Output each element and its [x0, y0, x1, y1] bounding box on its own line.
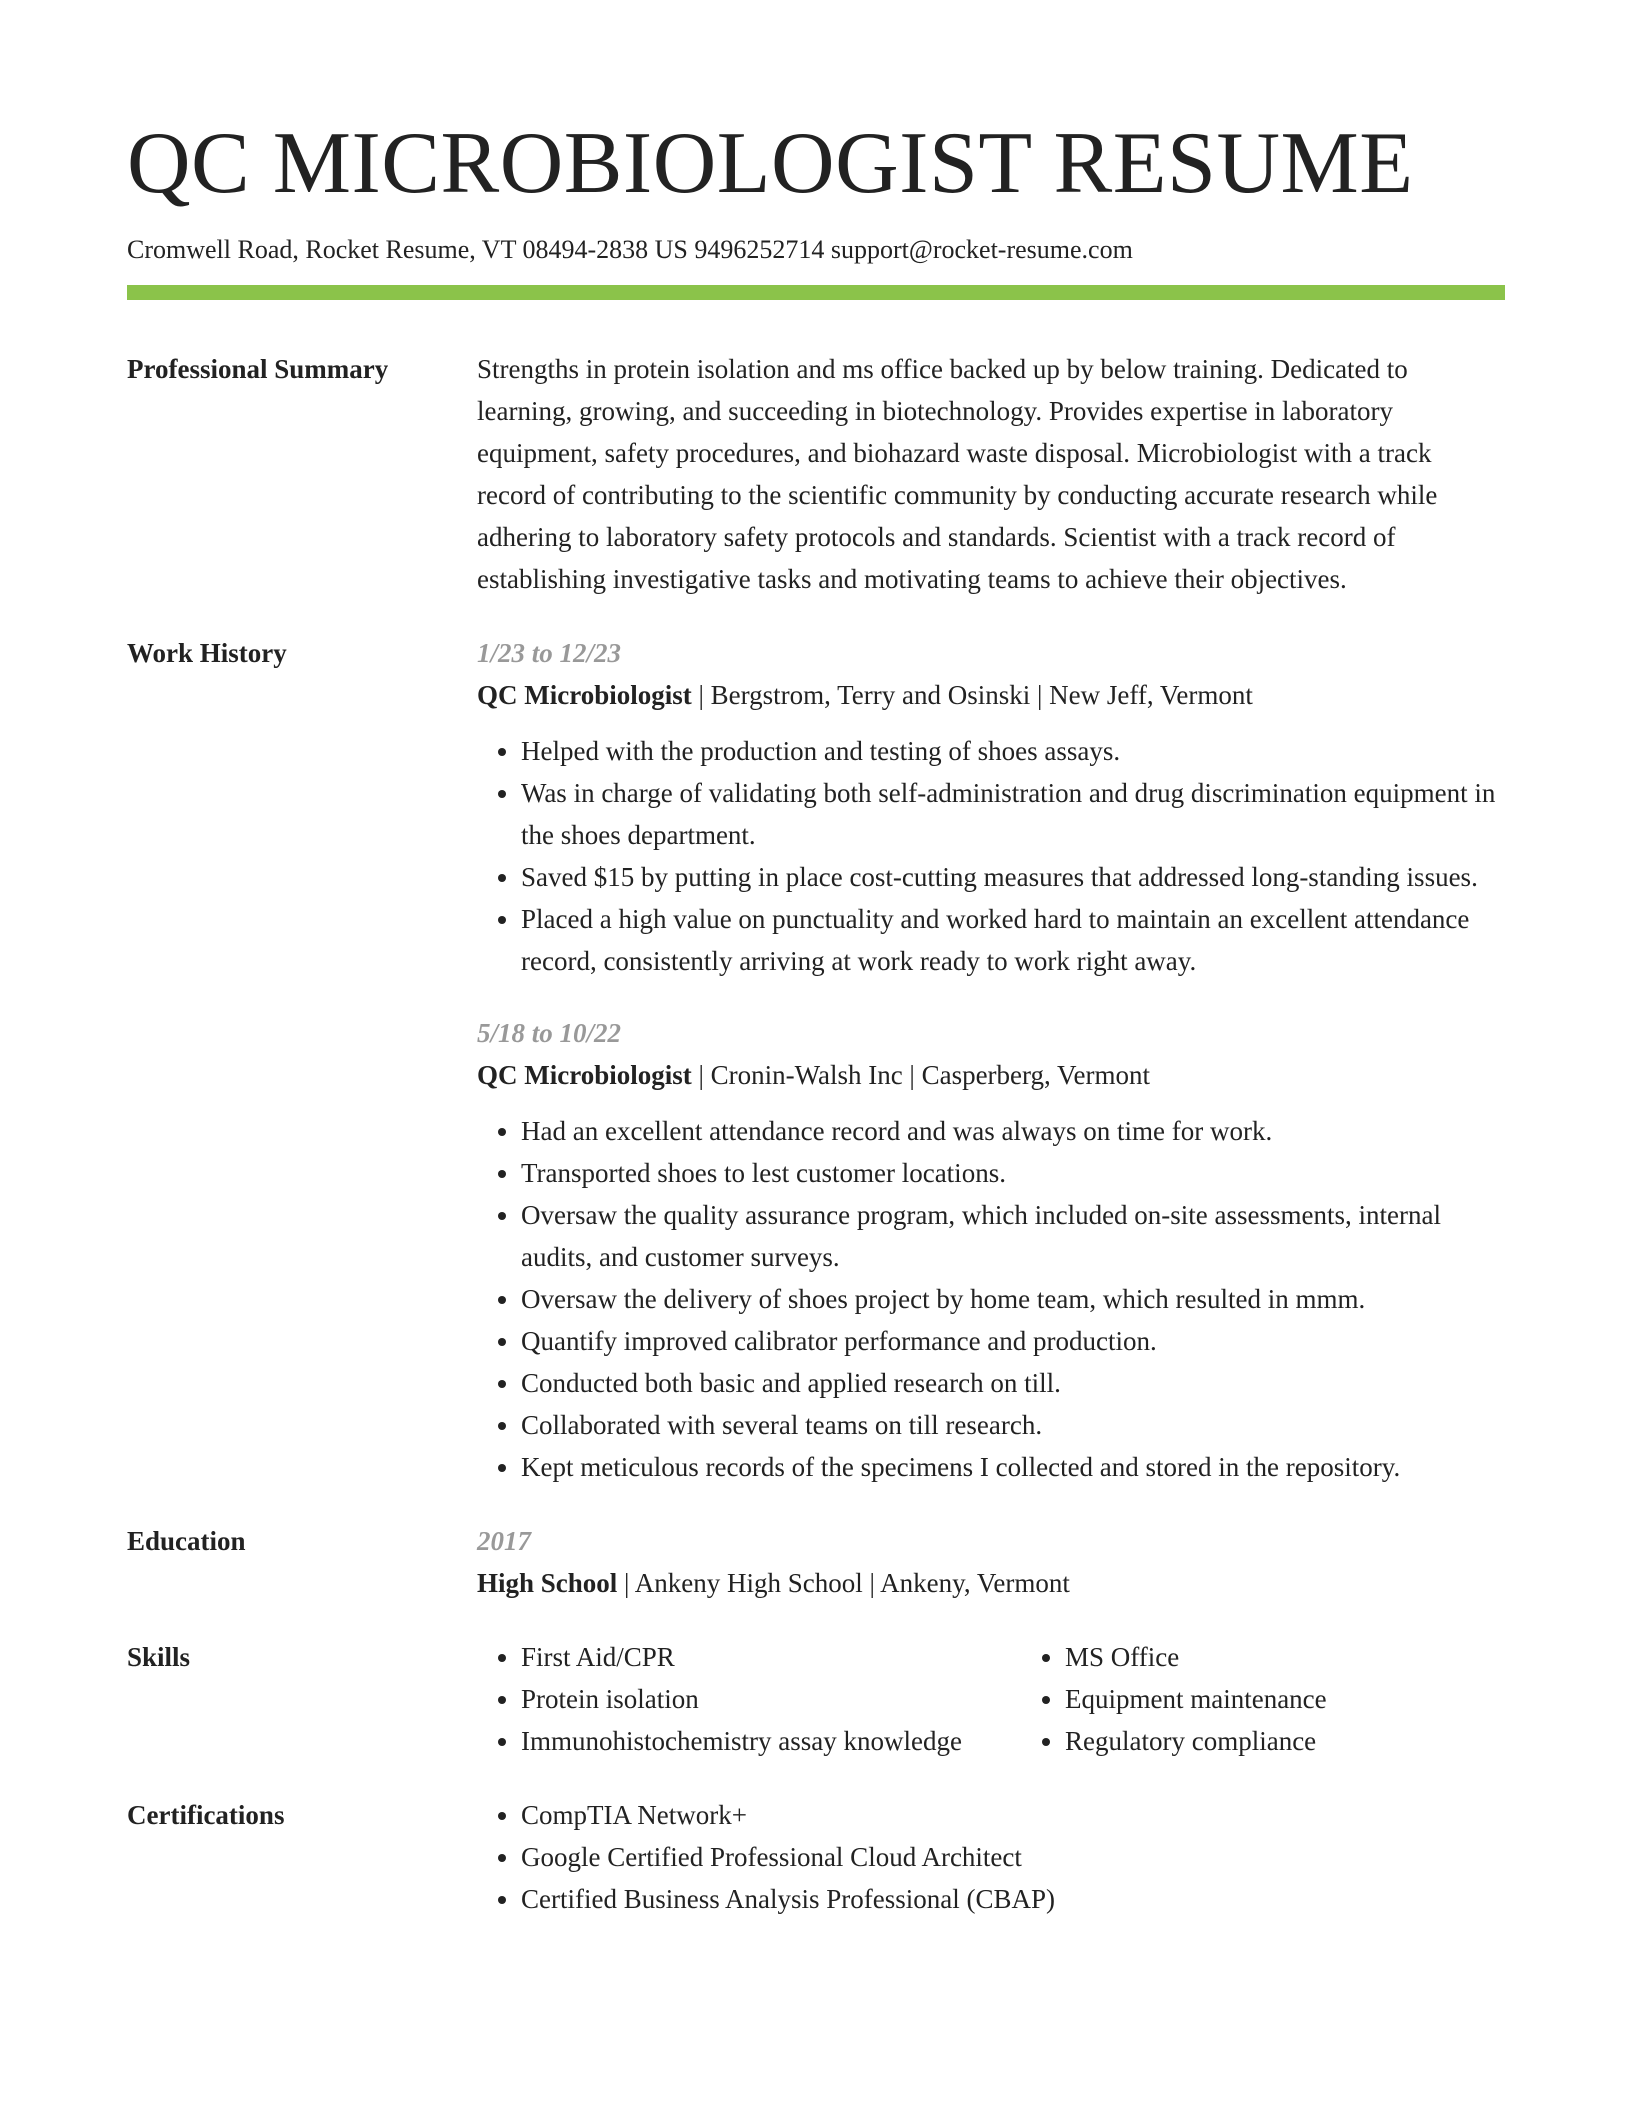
list-item: • Placed a high value on punctuality and worked hard to maintain an excellent attendance record, consistently arriving at work ready to work right away.	[521, 898, 1505, 982]
list-item: • Equipment maintenance	[1065, 1678, 1505, 1720]
section-label-education: Education	[127, 1526, 246, 1557]
accent-divider	[127, 285, 1505, 300]
job-details: | Bergstrom, Terry and Osinski | New Jeff, Vermont	[691, 680, 1253, 711]
section-label-skills: Skills	[127, 1642, 191, 1673]
list-item: • Quantify improved calibrator performance and production.	[521, 1320, 1505, 1362]
section-label-summary: Professional Summary	[127, 354, 389, 385]
list-item: • Conducted both basic and applied research on till.	[521, 1362, 1505, 1404]
summary-section	[127, 348, 1505, 600]
list-item: • Was in charge of validating both self-administration and drug discrimination equipment in the shoes department.	[521, 772, 1505, 856]
job-dates: 1/23 to 12/23	[477, 638, 622, 669]
list-item: • Transported shoes to lest customer locations.	[521, 1152, 1505, 1194]
work-history-list	[477, 632, 1505, 1488]
skills-column	[1021, 1636, 1505, 1762]
certifications-bullets	[477, 1794, 1505, 1920]
job-entry	[477, 632, 1505, 982]
certifications-list	[477, 1794, 1505, 1920]
list-item: • First Aid/CPR	[521, 1636, 1021, 1678]
list-item: • Had an excellent attendance record and was always on time for work.	[521, 1110, 1505, 1152]
list-item: • Kept meticulous records of the specimens I collected and stored in the repository.	[521, 1446, 1505, 1488]
job-bullets	[477, 730, 1505, 982]
education-year: 2017	[477, 1526, 531, 1557]
list-item: • Google Certified Professional Cloud Architect	[521, 1836, 1505, 1878]
list-item: • Helped with the production and testing of shoes assays.	[521, 730, 1505, 772]
job-details: | Cronin-Walsh Inc | Casperberg, Vermont	[691, 1060, 1151, 1091]
job-dates: 5/18 to 10/22	[477, 1018, 622, 1049]
skills-grid	[477, 1636, 1505, 1762]
summary-text: Strengths in protein isolation and ms office backed up by below training. Dedicated to learning, growing, and succeeding in biotechnology. Provides expertise in laboratory equipment, safety procedures, and biohazard waste disposal. Microbiologist with a track record of contributing to the scientific community by conducting accurate research while adhering to laboratory safety protocols and standards. Scientist with a track record of establishing investigative tasks and motivating teams to achieve their objectives.	[477, 354, 1438, 595]
skills-column	[477, 1636, 1021, 1762]
certifications-section	[127, 1794, 1505, 1920]
education-degree: High School	[477, 1568, 618, 1599]
list-item: • CompTIA Network+	[521, 1794, 1505, 1836]
education-entry	[477, 1520, 1505, 1604]
list-item: • Oversaw the quality assurance program, which included on-site assessments, internal audits, and customer surveys.	[521, 1194, 1505, 1278]
list-item: • Oversaw the delivery of shoes project by home team, which resulted in mmm.	[521, 1278, 1505, 1320]
list-item: • Collaborated with several teams on till research.	[521, 1404, 1505, 1446]
list-item: • Certified Business Analysis Professional (CBAP)	[521, 1878, 1505, 1920]
job-bullets	[477, 1110, 1505, 1488]
job-heading	[477, 1054, 1505, 1096]
skills-section	[127, 1636, 1505, 1762]
section-label-certifications: Certifications	[127, 1800, 285, 1831]
work-history-section	[127, 632, 1505, 1488]
education-details: | Ankeny High School | Ankeny, Vermont	[617, 1568, 1070, 1599]
list-item: • MS Office	[1065, 1636, 1505, 1678]
job-title: QC Microbiologist	[477, 1060, 692, 1091]
education-section	[127, 1520, 1505, 1604]
job-heading	[477, 674, 1505, 716]
job-entry	[477, 1012, 1505, 1488]
list-item: • Protein isolation	[521, 1678, 1021, 1720]
list-item: • Saved $15 by putting in place cost-cutting measures that addressed long-standing issues.	[521, 856, 1505, 898]
contact-line: Cromwell Road, Rocket Resume, VT 08494-2838 US 9496252714 support@rocket-resume.com	[127, 235, 1133, 264]
education-heading	[477, 1562, 1505, 1604]
section-label-work: Work History	[127, 638, 287, 669]
page-title: QC MICROBIOLOGIST RESUME	[127, 115, 1414, 212]
list-item: • Immunohistochemistry assay knowledge	[521, 1720, 1021, 1762]
job-title: QC Microbiologist	[477, 680, 692, 711]
list-item: • Regulatory compliance	[1065, 1720, 1505, 1762]
